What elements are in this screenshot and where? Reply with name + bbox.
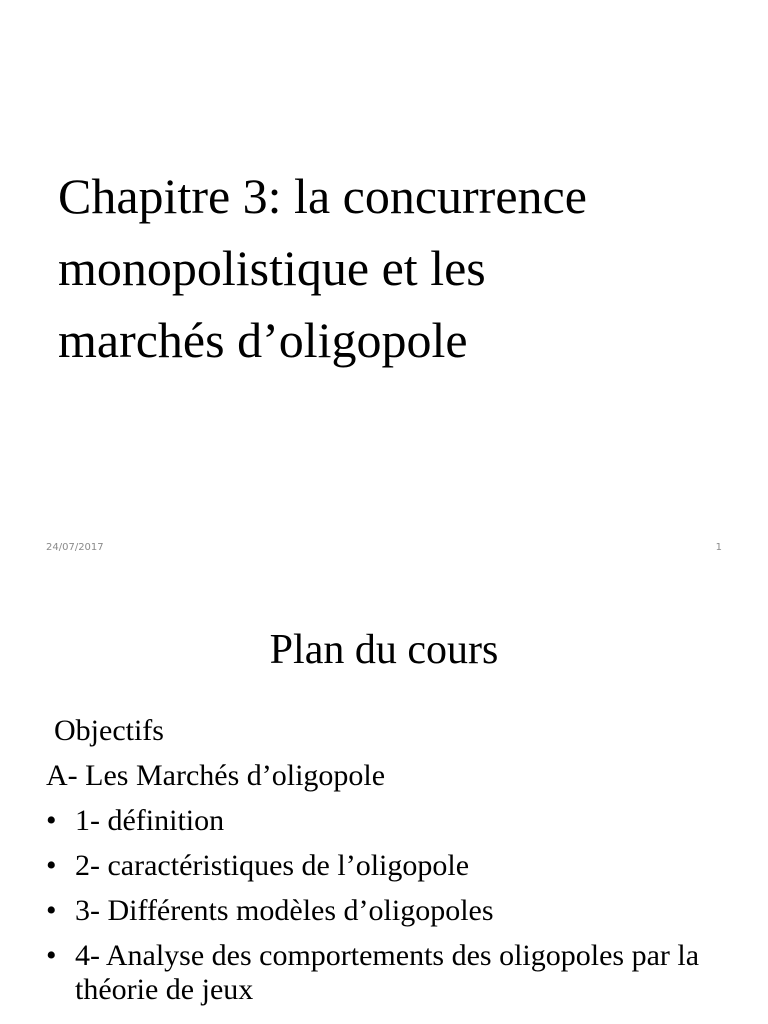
bullet-icon: • xyxy=(46,939,57,972)
list-item-text: 3- Différents modèles d’oligopoles xyxy=(75,894,494,927)
section-a-title: A- Les Marchés d’oligopole xyxy=(46,759,386,792)
bullet-icon: • xyxy=(46,849,57,882)
slide-number: 1 xyxy=(715,542,722,553)
slide-2 xyxy=(0,578,768,1024)
list-item xyxy=(46,894,746,928)
section-a-list xyxy=(46,804,746,1007)
list-item xyxy=(46,849,746,883)
bullet-icon: • xyxy=(46,804,57,837)
list-item-text: 1- définition xyxy=(75,804,225,837)
bullet-icon: • xyxy=(46,894,57,927)
course-plan xyxy=(46,714,746,1018)
objectives-label: Objectifs xyxy=(54,714,164,747)
list-item-text: 2- caractéristiques de l’oligopole xyxy=(75,849,470,882)
slide-title xyxy=(58,160,748,376)
title-line-3: marchés d’oligopole xyxy=(58,312,468,368)
slide-heading: Plan du cours xyxy=(269,627,499,673)
slide-date: 24/07/2017 xyxy=(46,542,104,553)
title-line-2: monopolistique et les xyxy=(58,240,486,296)
list-item xyxy=(46,939,746,1007)
list-item xyxy=(46,804,746,838)
list-item-text: 4- Analyse des comportements des oligopoles par la théorie de jeux xyxy=(75,939,700,1006)
title-line-1: Chapitre 3: la concurrence xyxy=(58,168,587,224)
